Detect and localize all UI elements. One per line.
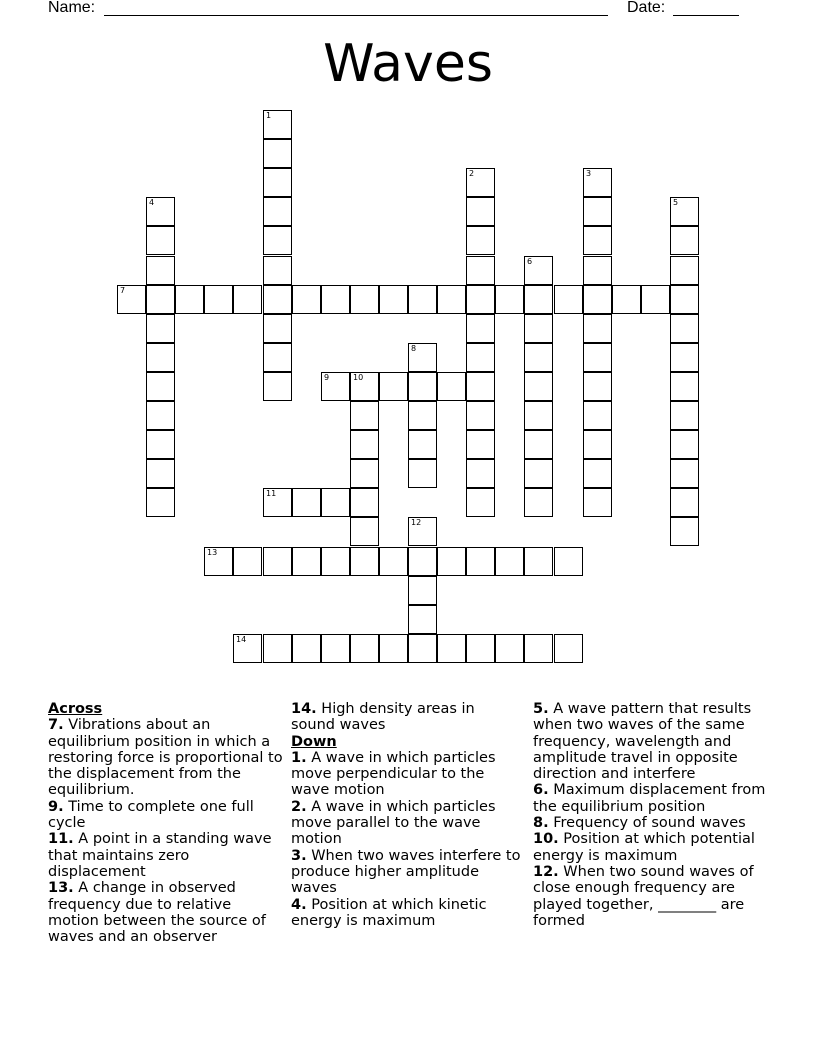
clue-down-1 [291,750,523,799]
clue-text: Frequency of sound waves [553,815,746,832]
grid-cell[interactable] [146,197,175,226]
grid-cell[interactable] [350,459,379,488]
grid-cell[interactable] [466,168,495,197]
grid-cell[interactable] [554,547,583,576]
grid-cell[interactable] [466,634,495,663]
grid-cell[interactable] [583,285,612,314]
grid-cell[interactable] [583,401,612,430]
grid-cell[interactable] [408,285,437,314]
grid-cell[interactable] [466,343,495,372]
grid-cell[interactable] [495,547,524,576]
grid-cell[interactable] [466,401,495,430]
clue-number: 14. [291,701,317,717]
grid-cell[interactable] [583,256,612,285]
grid-cell[interactable] [583,168,612,197]
clue-text: Vibrations about an equilibrium position in which a restoring force is proportional to the displacement from the equilibrium. [48,717,283,799]
grid-cell[interactable] [670,256,699,285]
grid-cell[interactable] [670,517,699,546]
grid-cell[interactable] [146,459,175,488]
grid-cell[interactable] [350,401,379,430]
cell-number: 7 [120,286,126,295]
grid-cell[interactable] [583,197,612,226]
grid-cell[interactable] [146,430,175,459]
grid-cell[interactable] [524,547,553,576]
grid-cell[interactable] [117,285,146,314]
cell-number: 9 [324,373,330,382]
grid-cell[interactable] [437,372,466,401]
clue-text: Position at which kinetic energy is maximum [291,896,487,929]
clue-text: Position at which potential energy is maximum [533,831,755,864]
grid-cell[interactable] [379,634,408,663]
grid-cell[interactable] [466,430,495,459]
clue-text: When two sound waves of close enough frequency are played together, ________ are formed [533,863,754,929]
grid-cell[interactable] [379,285,408,314]
cell-number: 6 [527,257,533,266]
cell-number: 13 [207,548,218,557]
grid-cell[interactable] [670,372,699,401]
grid-cell[interactable] [495,634,524,663]
grid-cell[interactable] [670,285,699,314]
clue-number: 6. [533,782,549,799]
grid-cell[interactable] [466,314,495,343]
grid-cell[interactable] [263,256,292,285]
grid-cell[interactable] [350,488,379,517]
clue-across-13 [48,880,284,945]
grid-cell[interactable] [466,372,495,401]
grid-cell[interactable] [263,285,292,314]
grid-cell[interactable] [321,547,350,576]
grid-cell[interactable] [146,314,175,343]
grid-cell[interactable] [321,634,350,663]
grid-cell[interactable] [233,285,262,314]
grid-cell[interactable] [670,430,699,459]
clue-text: High density areas in sound waves [291,701,475,734]
clue-text: Time to complete one full cycle [48,798,254,832]
clue-down-12 [533,864,773,929]
grid-cell[interactable] [350,517,379,546]
grid-cell[interactable] [437,285,466,314]
clue-across-14 [291,701,523,734]
grid-cell[interactable] [321,488,350,517]
clue-text: A wave in which particles move parallel to the wave motion [291,798,496,848]
clue-text: A change in observed frequency due to relative motion between the source of waves and an observer [48,880,266,946]
grid-cell[interactable] [350,430,379,459]
clue-down-3 [291,848,523,897]
clue-number: 10. [533,831,559,848]
grid-cell[interactable] [524,634,553,663]
grid-cell[interactable] [263,197,292,226]
grid-cell[interactable] [146,488,175,517]
grid-cell[interactable] [583,459,612,488]
clue-number: 12. [533,863,559,880]
grid-cell[interactable] [146,401,175,430]
cell-number: 12 [411,518,422,527]
clue-number: 8. [533,815,549,832]
page-title: Waves [323,34,493,94]
grid-cell[interactable] [204,285,233,314]
clue-number: 2. [291,798,307,815]
grid-cell[interactable] [466,459,495,488]
grid-cell[interactable] [292,285,321,314]
grid-cell[interactable] [437,634,466,663]
clue-down-4 [291,897,523,930]
grid-cell[interactable] [350,285,379,314]
cell-number: 8 [411,344,417,353]
date-label: Date: [627,0,666,16]
clue-text: When two waves interfere to produce higher amplitude waves [291,847,521,897]
cell-number: 5 [673,198,679,207]
grid-cell[interactable] [495,285,524,314]
clue-text: A point in a standing wave that maintains zero displacement [48,831,272,880]
grid-cell[interactable] [670,488,699,517]
clue-down-5 [533,701,773,782]
clue-number: 13. [48,880,74,897]
grid-cell[interactable] [670,314,699,343]
grid-cell[interactable] [641,285,670,314]
grid-cell[interactable] [466,256,495,285]
grid-cell[interactable] [204,547,233,576]
clue-text: A wave in which particles move perpendicular to the wave motion [291,749,496,799]
grid-cell[interactable] [583,226,612,255]
grid-cell[interactable] [263,226,292,255]
grid-cell[interactable] [263,634,292,663]
grid-cell[interactable] [524,372,553,401]
clue-text: A wave pattern that results when two waves of the same frequency, wavelength and amplitude travel in opposite direction and interfere [533,701,752,783]
grid-cell[interactable] [350,372,379,401]
clue-text: Maximum displacement from the equilibrium position [533,782,766,815]
grid-cell[interactable] [670,401,699,430]
clue-across-11 [48,831,284,880]
clues-column-1 [48,701,284,945]
grid-cell[interactable] [233,547,262,576]
worksheet-header [0,0,816,20]
grid-cell[interactable] [583,488,612,517]
grid-cell[interactable] [146,343,175,372]
clue-number: 1. [291,749,307,766]
grid-cell[interactable] [466,197,495,226]
grid-cell[interactable] [408,605,437,634]
grid-cell[interactable] [408,517,437,546]
grid-cell[interactable] [263,168,292,197]
grid-cell[interactable] [379,547,408,576]
grid-cell[interactable] [350,634,379,663]
cell-number: 14 [236,635,247,644]
name-label: Name: [48,0,96,16]
grid-cell[interactable] [583,430,612,459]
grid-cell[interactable] [524,430,553,459]
grid-cell[interactable] [408,547,437,576]
cell-number: 10 [353,373,364,382]
grid-cell[interactable] [379,372,408,401]
grid-cell[interactable] [263,110,292,139]
grid-cell[interactable] [321,285,350,314]
grid-cell[interactable] [146,372,175,401]
grid-cell[interactable] [670,197,699,226]
grid-cell[interactable] [175,285,204,314]
grid-cell[interactable] [263,139,292,168]
down-heading: Down [291,733,337,750]
grid-cell[interactable] [146,256,175,285]
cell-number: 2 [469,169,475,178]
grid-cell[interactable] [263,372,292,401]
clue-down-6 [533,782,773,815]
grid-cell[interactable] [466,547,495,576]
grid-cell[interactable] [466,285,495,314]
grid-cell[interactable] [583,314,612,343]
across-heading: Across [48,701,103,717]
grid-cell[interactable] [524,459,553,488]
grid-cell[interactable] [292,488,321,517]
cell-number: 11 [266,489,277,498]
grid-cell[interactable] [292,634,321,663]
clue-down-10 [533,831,773,864]
grid-cell[interactable] [408,372,437,401]
grid-cell[interactable] [408,634,437,663]
grid-cell[interactable] [437,547,466,576]
clue-number: 7. [48,717,64,734]
cell-number: 1 [266,111,272,120]
grid-cell[interactable] [554,285,583,314]
grid-cell[interactable] [408,459,437,488]
clue-across-7 [48,717,284,798]
clue-down-8 [533,815,773,831]
clue-number: 11. [48,831,74,848]
grid-cell[interactable] [408,576,437,605]
grid-cell[interactable] [524,285,553,314]
grid-cell[interactable] [670,226,699,255]
grid-cell[interactable] [263,488,292,517]
grid-cell[interactable] [292,547,321,576]
grid-cell[interactable] [524,343,553,372]
grid-cell[interactable] [466,488,495,517]
clue-number: 4. [291,896,307,913]
cell-number: 4 [149,198,155,207]
name-field[interactable] [104,15,608,16]
clue-number: 9. [48,798,64,815]
grid-cell[interactable] [583,372,612,401]
grid-cell[interactable] [524,314,553,343]
grid-cell[interactable] [408,401,437,430]
clue-down-2 [291,799,523,848]
grid-cell[interactable] [146,285,175,314]
clue-number: 3. [291,847,307,864]
grid-cell[interactable] [233,634,262,663]
grid-cell[interactable] [408,343,437,372]
date-field[interactable] [673,15,739,16]
grid-cell[interactable] [350,547,379,576]
clues-column-2 [291,701,523,929]
grid-cell[interactable] [321,372,350,401]
grid-cell[interactable] [612,285,641,314]
grid-cell[interactable] [524,256,553,285]
grid-cell[interactable] [263,343,292,372]
grid-cell[interactable] [263,547,292,576]
grid-cell[interactable] [583,343,612,372]
grid-cell[interactable] [408,430,437,459]
grid-cell[interactable] [670,343,699,372]
grid-cell[interactable] [466,226,495,255]
grid-cell[interactable] [524,401,553,430]
grid-cell[interactable] [554,634,583,663]
clue-number: 5. [533,701,549,717]
grid-cell[interactable] [524,488,553,517]
grid-cell[interactable] [263,314,292,343]
grid-cell[interactable] [146,226,175,255]
clue-across-9 [48,799,284,832]
clues-column-3 [533,701,773,929]
grid-cell[interactable] [670,459,699,488]
cell-number: 3 [586,169,592,178]
